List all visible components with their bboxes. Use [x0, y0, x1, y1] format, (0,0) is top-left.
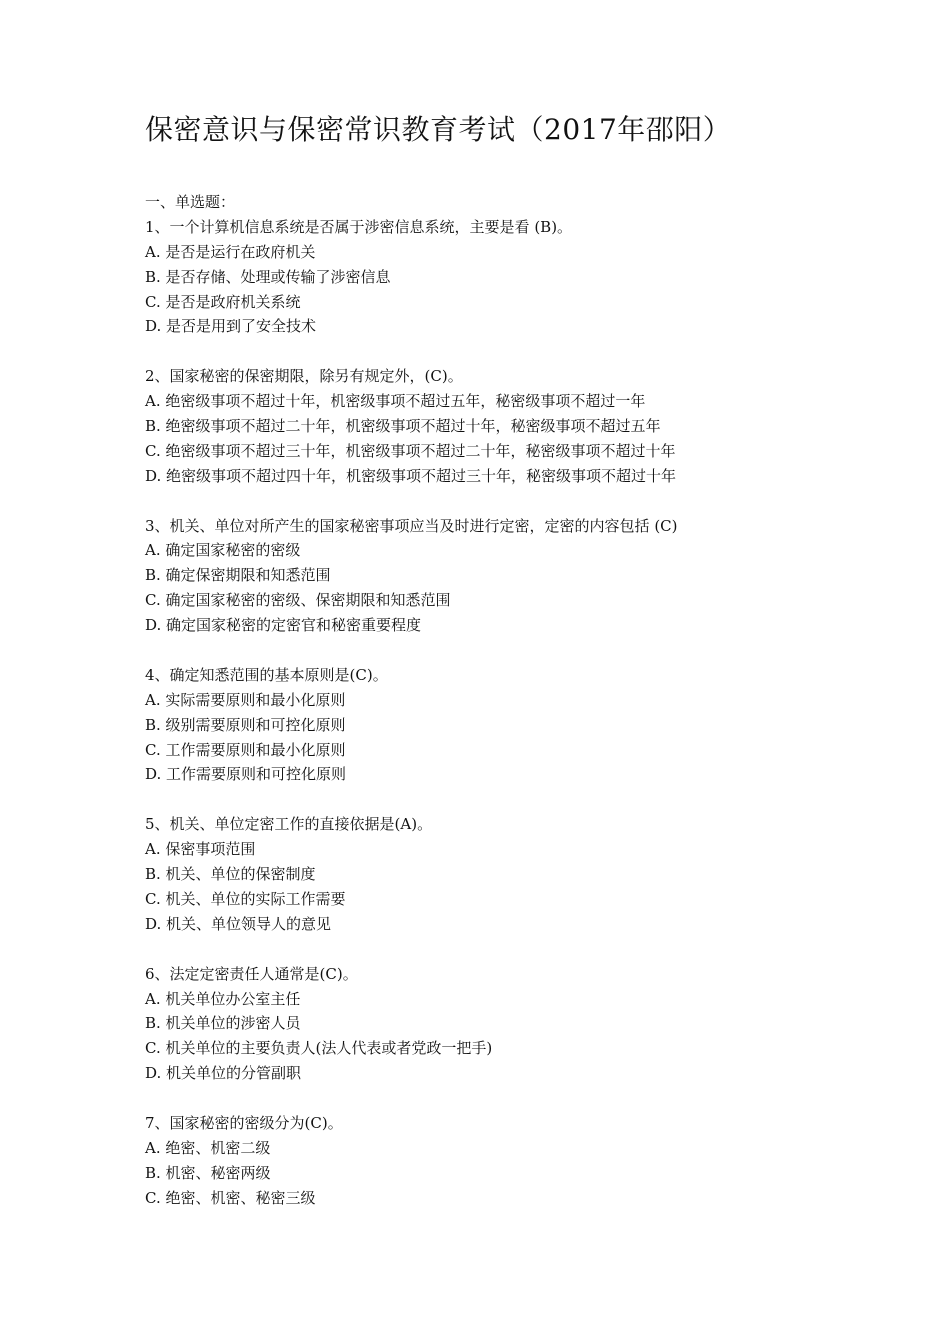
question-option: A. 机关单位办公室主任	[145, 989, 301, 1008]
question-option: B. 机密、秘密两级	[145, 1163, 271, 1182]
question-option: B. 机关、单位的保密制度	[145, 865, 316, 884]
question-option: A. 绝密级事项不超过十年，机密级事项不超过五年，秘密级事项不超过一年	[145, 392, 646, 411]
question-option: D. 工作需要原则和可控化原则	[145, 765, 347, 784]
question-option: C. 确定国家秘密的密级、保密期限和知悉范围	[145, 591, 451, 610]
document-title: 保密意识与保密常识教育考试（2017年邵阳）	[145, 113, 732, 146]
question-stem: 6、法定定密责任人通常是(C)。	[145, 964, 358, 983]
question-option: B. 是否存储、处理或传输了涉密信息	[145, 267, 391, 286]
question-option: C. 绝密、机密、秘密三级	[145, 1188, 316, 1207]
question-spacer	[145, 937, 905, 962]
question-spacer	[145, 489, 905, 514]
question-list	[145, 215, 905, 1211]
question-option: A. 保密事项范围	[145, 840, 256, 859]
question-stem: 7、国家秘密的密级分为(C)。	[145, 1113, 343, 1132]
question-block	[145, 962, 905, 1086]
question-option: C. 绝密级事项不超过三十年，机密级事项不超过二十年，秘密级事项不超过十年	[145, 441, 676, 460]
question-option: A. 绝密、机密二级	[145, 1138, 271, 1157]
question-option: B. 绝密级事项不超过二十年，机密级事项不超过十年，秘密级事项不超过五年	[145, 417, 661, 436]
question-option: A. 确定国家秘密的密级	[145, 541, 301, 560]
question-stem: 2、国家秘密的保密期限，除另有规定外，(C)。	[145, 367, 463, 386]
document-body	[145, 190, 905, 1211]
question-stem: 5、机关、单位定密工作的直接依据是(A)。	[145, 815, 433, 834]
question-option: D. 绝密级事项不超过四十年，机密级事项不超过三十年，秘密级事项不超过十年	[145, 466, 677, 485]
question-stem: 3、机关、单位对所产生的国家秘密事项应当及时进行定密，定密的内容包括 (C)	[145, 516, 678, 535]
question-block	[145, 663, 905, 787]
question-option: B. 确定保密期限和知悉范围	[145, 566, 331, 585]
question-block	[145, 514, 905, 638]
question-option: C. 机关、单位的实际工作需要	[145, 889, 346, 908]
question-option: B. 级别需要原则和可控化原则	[145, 715, 346, 734]
section-heading: 一、单选题：	[145, 193, 236, 211]
question-option: B. 机关单位的涉密人员	[145, 1014, 301, 1033]
question-option: A. 是否是运行在政府机关	[145, 242, 316, 261]
question-option: A. 实际需要原则和最小化原则	[145, 690, 346, 709]
question-option: D. 机关单位的分管副职	[145, 1064, 302, 1083]
question-spacer	[145, 638, 905, 663]
question-block	[145, 364, 905, 488]
question-block	[145, 1111, 905, 1211]
question-option: C. 机关单位的主要负责人(法人代表或者党政一把手)	[145, 1039, 493, 1058]
question-option: D. 确定国家秘密的定密官和秘密重要程度	[145, 616, 422, 635]
question-stem: 4、确定知悉范围的基本原则是(C)。	[145, 665, 388, 684]
question-block	[145, 812, 905, 936]
question-block	[145, 215, 905, 339]
question-option: C. 是否是政府机关系统	[145, 292, 301, 311]
question-spacer	[145, 339, 905, 364]
question-stem: 1、一个计算机信息系统是否属于涉密信息系统，主要是看 (B)。	[145, 217, 573, 236]
question-spacer	[145, 787, 905, 812]
question-spacer	[145, 1086, 905, 1111]
question-option: D. 是否是用到了安全技术	[145, 317, 317, 336]
question-option: D. 机关、单位领导人的意见	[145, 914, 332, 933]
question-option: C. 工作需要原则和最小化原则	[145, 740, 346, 759]
